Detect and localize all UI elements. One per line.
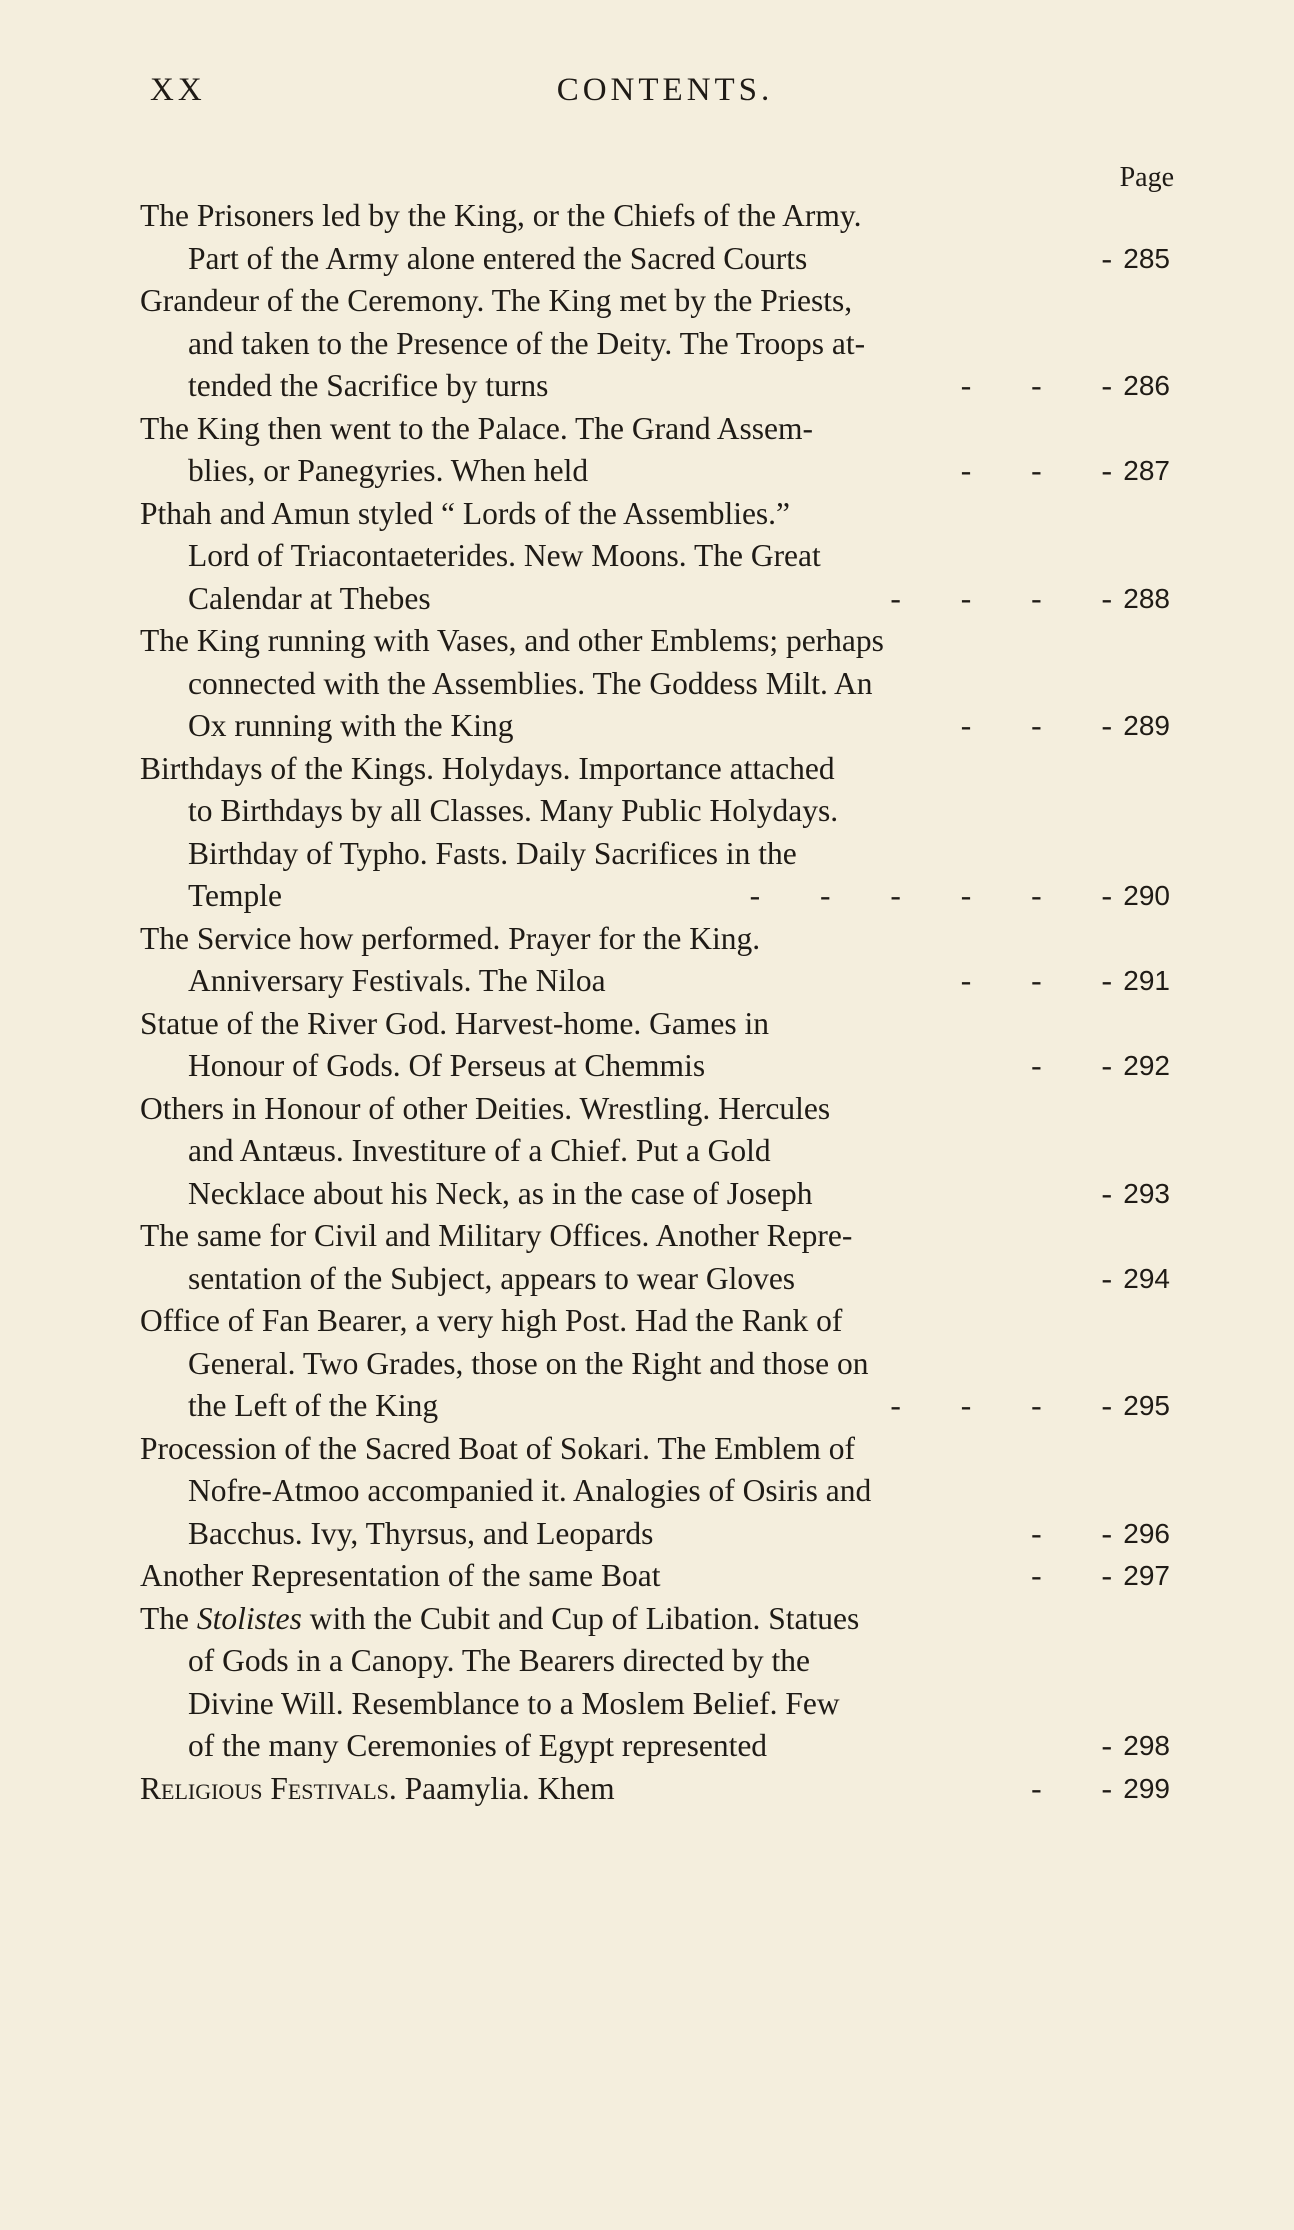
contents-line: [140, 450, 1170, 493]
contents-line: [140, 1470, 1170, 1513]
leader-dashes: -: [1101, 1728, 1112, 1763]
contents-line: [140, 663, 1170, 706]
contents-line: [140, 1215, 1170, 1258]
page-number: 289: [1123, 710, 1170, 741]
contents-line: [140, 790, 1170, 833]
contents-line: [140, 960, 1170, 1003]
contents-line: [140, 1513, 1170, 1556]
contents-entry-text: Others in Honour of other Deities. Wrestling. Hercules: [140, 1090, 831, 1126]
page-number: 294: [1123, 1262, 1170, 1294]
contents-entry-text: connected with the Assemblies. The Goddess Milt. An: [188, 665, 873, 701]
page-number: 286: [1123, 370, 1170, 401]
page-number: 298: [1123, 1730, 1170, 1761]
leader-dashes: - -: [1031, 1558, 1112, 1593]
page-column-label: Page: [1119, 162, 1174, 193]
contents-entry-text: Another Representation of the same Boat: [140, 1558, 661, 1593]
contents-line: [140, 1768, 1170, 1811]
contents-entry-text: Grandeur of the Ceremony. The King met by the Priests,: [140, 283, 853, 318]
contents-entry-text: the Left of the King: [188, 1388, 439, 1423]
contents-line: [140, 238, 1170, 281]
contents-entry-text: The Service how performed. Prayer for the King.: [140, 920, 761, 956]
contents-line: [140, 1598, 1170, 1641]
contents-entry-text: Divine Will. Resemblance to a Moslem Belief. Few: [188, 1685, 840, 1721]
contents-line: [140, 1300, 1170, 1343]
leader-dashes: - - -: [960, 963, 1112, 998]
contents-line: [140, 1725, 1170, 1768]
contents-entry-text: Ox running with the King: [188, 708, 514, 743]
page-number: 296: [1123, 1517, 1170, 1549]
contents-entry-text: The King then went to the Palace. The Grand Assem-: [140, 410, 813, 446]
contents-line: [140, 1343, 1170, 1386]
contents-line: [140, 1555, 1170, 1598]
contents-entry-text: Necklace about his Neck, as in the case of Joseph: [188, 1175, 813, 1211]
contents-line: [140, 1003, 1170, 1046]
contents-entry-text: Temple: [188, 878, 283, 913]
contents-line: [140, 578, 1170, 621]
leader-dashes: - - -: [960, 453, 1112, 488]
contents-line: [140, 1640, 1170, 1683]
contents-line: [140, 195, 1170, 238]
contents-list: [140, 195, 1170, 1810]
contents-line: [140, 1428, 1170, 1471]
contents-entry-text: blies, or Panegyries. When held: [188, 453, 589, 488]
contents-entry-text: of the many Ceremonies of Egypt represented: [188, 1728, 768, 1763]
leader-dashes: - -: [1031, 1515, 1112, 1551]
contents-line: [140, 280, 1170, 323]
contents-line: [140, 620, 1170, 663]
contents-line: [140, 833, 1170, 876]
contents-entry-text: sentation of the Subject, appears to wear Gloves: [188, 1260, 796, 1296]
contents-entry-text: The Prisoners led by the King, or the Chiefs of the Army.: [140, 198, 862, 233]
contents-line: [140, 1683, 1170, 1726]
contents-entry-text: General. Two Grades, those on the Right and those on: [188, 1345, 869, 1381]
contents-entry-text: Part of the Army alone entered the Sacred Courts: [188, 240, 808, 276]
contents-line: [140, 535, 1170, 578]
leader-dashes: -: [1101, 240, 1112, 276]
leader-dashes: - - - -: [890, 580, 1112, 616]
contents-entry-text: The King running with Vases, and other Emblems; perhaps: [140, 623, 884, 658]
contents-entry-text: Honour of Gods. Of Perseus at Chemmis: [188, 1048, 706, 1083]
page-number: 293: [1123, 1177, 1170, 1209]
contents-line: [140, 1385, 1170, 1428]
contents-entry-text: Religious Festivals. Paamylia. Khem: [140, 1770, 615, 1806]
contents-entry-text: Birthday of Typho. Fasts. Daily Sacrifices in the: [188, 835, 797, 871]
page-number: 299: [1123, 1772, 1170, 1804]
leader-dashes: -: [1101, 1260, 1112, 1296]
leader-dashes: - - - - - -: [749, 878, 1112, 913]
page-folio: XX: [150, 72, 206, 108]
contents-entry-text: Nofre-Atmoo accompanied it. Analogies of Osiris and: [188, 1473, 872, 1508]
contents-entry-text: The Stolistes with the Cubit and Cup of Libation. Statues: [140, 1600, 860, 1636]
leader-dashes: - - - -: [890, 1388, 1112, 1423]
contents-line: [140, 1045, 1170, 1088]
contents-line: [140, 875, 1170, 918]
page-number: 297: [1123, 1560, 1170, 1591]
page-number: 291: [1123, 965, 1170, 996]
contents-entry-text: and taken to the Presence of the Deity. The Troops at-: [188, 325, 866, 361]
contents-line: [140, 918, 1170, 961]
leader-dashes: -: [1101, 1175, 1112, 1211]
contents-entry-text: Calendar at Thebes: [188, 580, 431, 616]
contents-entry-text: and Antæus. Investiture of a Chief. Put a Gold: [188, 1133, 771, 1168]
contents-entry-text: Statue of the River God. Harvest-home. Games in: [140, 1005, 769, 1041]
contents-entry-text: Birthdays of the Kings. Holydays. Importance attached: [140, 750, 835, 786]
contents-entry-text: Bacchus. Ivy, Thyrsus, and Leopards: [188, 1515, 654, 1551]
contents-line: [140, 493, 1170, 536]
contents-entry-text: The same for Civil and Military Offices. Another Repre-: [140, 1218, 853, 1253]
contents-entry-text: Anniversary Festivals. The Niloa: [188, 963, 606, 998]
leader-dashes: - -: [1031, 1770, 1112, 1806]
contents-entry-text: of Gods in a Canopy. The Bearers directed by the: [188, 1643, 810, 1678]
contents-line: [140, 408, 1170, 451]
page-number: 292: [1123, 1050, 1170, 1081]
leader-dashes: - -: [1031, 1048, 1112, 1083]
leader-dashes: - - -: [960, 708, 1112, 743]
contents-line: [140, 1088, 1170, 1131]
contents-entry-text: tended the Sacrifice by turns: [188, 368, 549, 403]
running-head: [150, 72, 1180, 112]
contents-line: [140, 748, 1170, 791]
contents-line: [140, 1173, 1170, 1216]
contents-entry-text: Pthah and Amun styled “ Lords of the Assemblies.”: [140, 495, 791, 531]
page-number: 290: [1123, 880, 1170, 911]
contents-line: [140, 1258, 1170, 1301]
leader-dashes: - - -: [960, 368, 1112, 403]
contents-line: [140, 705, 1170, 748]
page-number: 287: [1123, 455, 1170, 486]
contents-line: [140, 365, 1170, 408]
contents-entry-text: to Birthdays by all Classes. Many Public Holydays.: [188, 793, 839, 828]
contents-line: [140, 1130, 1170, 1173]
page-number: 295: [1123, 1390, 1170, 1421]
contents-line: [140, 323, 1170, 366]
contents-entry-text: Office of Fan Bearer, a very high Post. Had the Rank of: [140, 1303, 843, 1338]
contents-entry-text: Procession of the Sacred Boat of Sokari. The Emblem of: [140, 1430, 856, 1466]
contents-entry-text: Lord of Triacontaeterides. New Moons. The Great: [188, 538, 821, 573]
page-number: 288: [1123, 582, 1170, 614]
page-number: 285: [1123, 242, 1170, 274]
page-title: CONTENTS.: [556, 72, 774, 108]
